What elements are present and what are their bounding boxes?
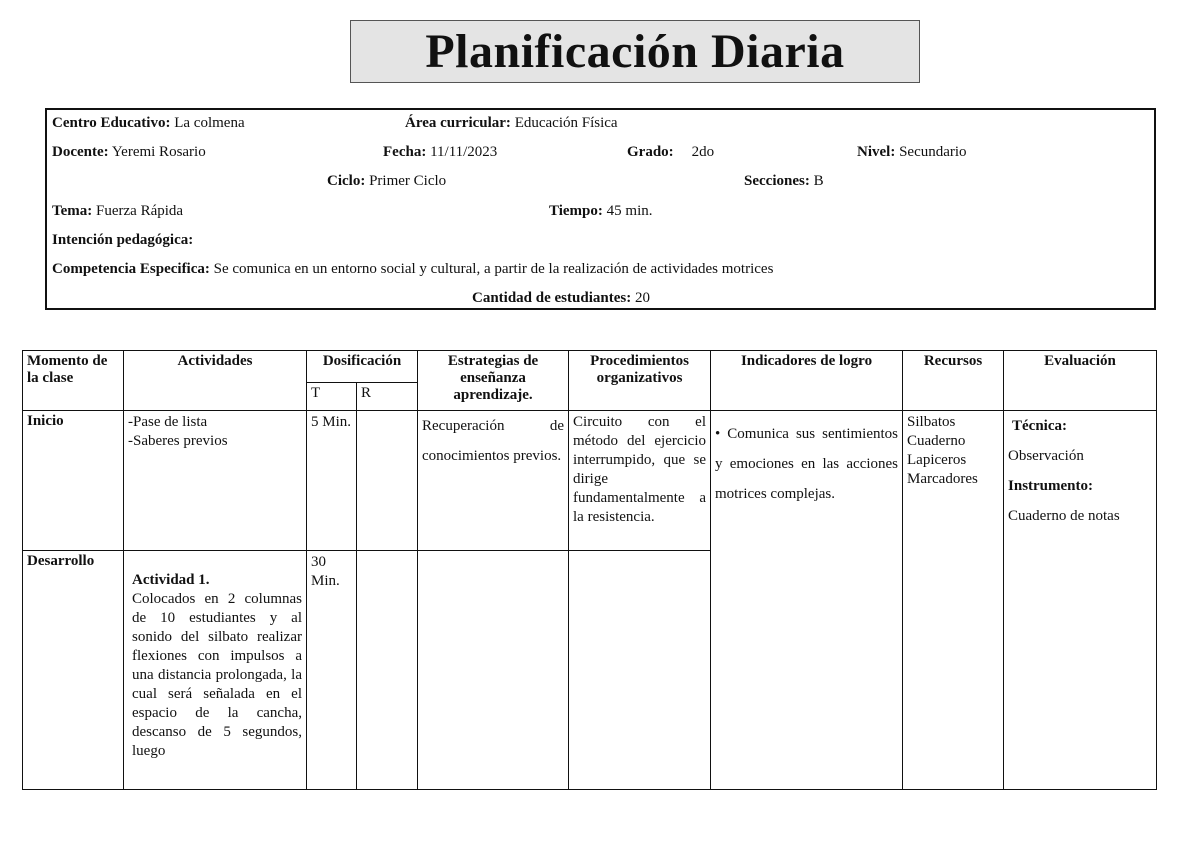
header-recursos: Recursos	[903, 351, 1004, 411]
recurso-lapiceros: Lapiceros	[907, 452, 967, 468]
tiempo-label: Tiempo:	[549, 203, 603, 219]
inicio-procedimientos: Circuito con el método del ejercicio interrumpido, que se dirige fundamentalmente a la resistencia.	[569, 411, 711, 551]
planning-table	[22, 350, 1157, 790]
actividad-1-text: Colocados en 2 columnas de 10 estudiantes y al sonido del silbato realizar flexiones con impulsos a una distancia prolongada, la cual será señalada en el espacio de la cancha, descanso de 5 segundos, luego	[132, 591, 302, 759]
page-title: Planificación Diaria	[425, 25, 845, 78]
secciones-value: B	[809, 173, 824, 189]
recurso-cuaderno: Cuaderno	[907, 433, 966, 449]
instrumento-label: Instrumento:	[1008, 478, 1094, 494]
area-value: Educación Física	[510, 115, 618, 131]
inicio-actividad-2: -Saberes previos	[128, 433, 228, 449]
tema-field	[52, 203, 183, 220]
recurso-silbatos: Silbatos	[907, 414, 956, 430]
ciclo-field	[327, 173, 446, 190]
tecnica-value: Observación	[1008, 448, 1084, 464]
inicio-label: Inicio	[23, 411, 124, 551]
inicio-r	[357, 411, 418, 551]
competencia-value: Se comunica en un entorno social y cultural, a partir de la realización de actividades motrices	[209, 261, 774, 277]
desarrollo-estrategias	[418, 551, 569, 790]
cantidad-field	[472, 290, 650, 307]
fecha-field	[383, 144, 497, 161]
secciones-label: Secciones:	[744, 173, 810, 189]
intencion-label: Intención pedagógica:	[52, 232, 194, 248]
tecnica-label: Técnica:	[1012, 418, 1067, 434]
ciclo-label: Ciclo:	[327, 173, 366, 189]
inicio-actividades	[124, 411, 307, 551]
recurso-marcadores: Marcadores	[907, 471, 978, 487]
inicio-recursos	[903, 411, 1004, 790]
fecha-value: 11/11/2023	[426, 144, 498, 160]
desarrollo-r	[357, 551, 418, 790]
secciones-field	[744, 173, 824, 190]
centro-label: Centro Educativo:	[52, 115, 171, 131]
table-row-inicio	[23, 411, 1157, 551]
header-evaluacion: Evaluación	[1004, 351, 1157, 411]
cantidad-label: Cantidad de estudiantes:	[472, 290, 632, 306]
header-t: T	[307, 383, 357, 411]
tema-label: Tema:	[52, 203, 93, 219]
tema-value: Fuerza Rápida	[92, 203, 184, 219]
centro-value: La colmena	[170, 115, 245, 131]
header-indicadores: Indicadores de logro	[711, 351, 903, 411]
tiempo-value: 45 min.	[602, 203, 653, 219]
ciclo-value: Primer Ciclo	[365, 173, 447, 189]
docente-label: Docente:	[52, 144, 109, 160]
competencia-field	[52, 261, 773, 278]
competencia-label: Competencia Especifica:	[52, 261, 210, 277]
inicio-actividad-1: -Pase de lista	[128, 414, 208, 430]
grado-value: 2do	[691, 144, 715, 160]
desarrollo-actividades	[124, 551, 307, 790]
inicio-estrategias: Recuperación de conocimientos previos.	[418, 411, 569, 551]
intencion-field	[52, 232, 193, 249]
header-actividades: Actividades	[124, 351, 307, 411]
desarrollo-label: Desarrollo	[23, 551, 124, 790]
header-momento: Momento de la clase	[23, 351, 124, 411]
inicio-t: 5 Min.	[307, 411, 357, 551]
nivel-field	[857, 144, 967, 161]
area-field	[405, 115, 618, 132]
grado-label: Grado:	[627, 144, 674, 160]
header-box	[45, 108, 1156, 310]
tiempo-field	[549, 203, 653, 220]
instrumento-value: Cuaderno de notas	[1008, 508, 1120, 524]
header-procedimientos: Procedimientos organizativos	[569, 351, 711, 411]
header-estrategias: Estrategias de enseñanza aprendizaje.	[418, 351, 569, 411]
table-header-row	[23, 351, 1157, 383]
cantidad-value: 20	[631, 290, 650, 306]
actividad-1-title: Actividad 1.	[132, 572, 210, 588]
inicio-indicadores: • Comunica sus sentimientos y emociones en las acciones motrices complejas.	[711, 411, 903, 790]
header-dosificacion: Dosificación	[307, 351, 418, 383]
header-r: R	[357, 383, 418, 411]
docente-value: Yeremi Rosario	[108, 144, 206, 160]
nivel-value: Secundario	[895, 144, 967, 160]
docente-field	[52, 144, 206, 161]
desarrollo-procedimientos	[569, 551, 711, 790]
area-label: Área curricular:	[405, 115, 511, 131]
nivel-label: Nivel:	[857, 144, 896, 160]
grado-field	[627, 144, 714, 161]
centro-field	[52, 115, 245, 132]
title-box	[350, 20, 920, 83]
inicio-evaluacion	[1004, 411, 1157, 790]
fecha-label: Fecha:	[383, 144, 427, 160]
desarrollo-t: 30 Min.	[307, 551, 357, 790]
